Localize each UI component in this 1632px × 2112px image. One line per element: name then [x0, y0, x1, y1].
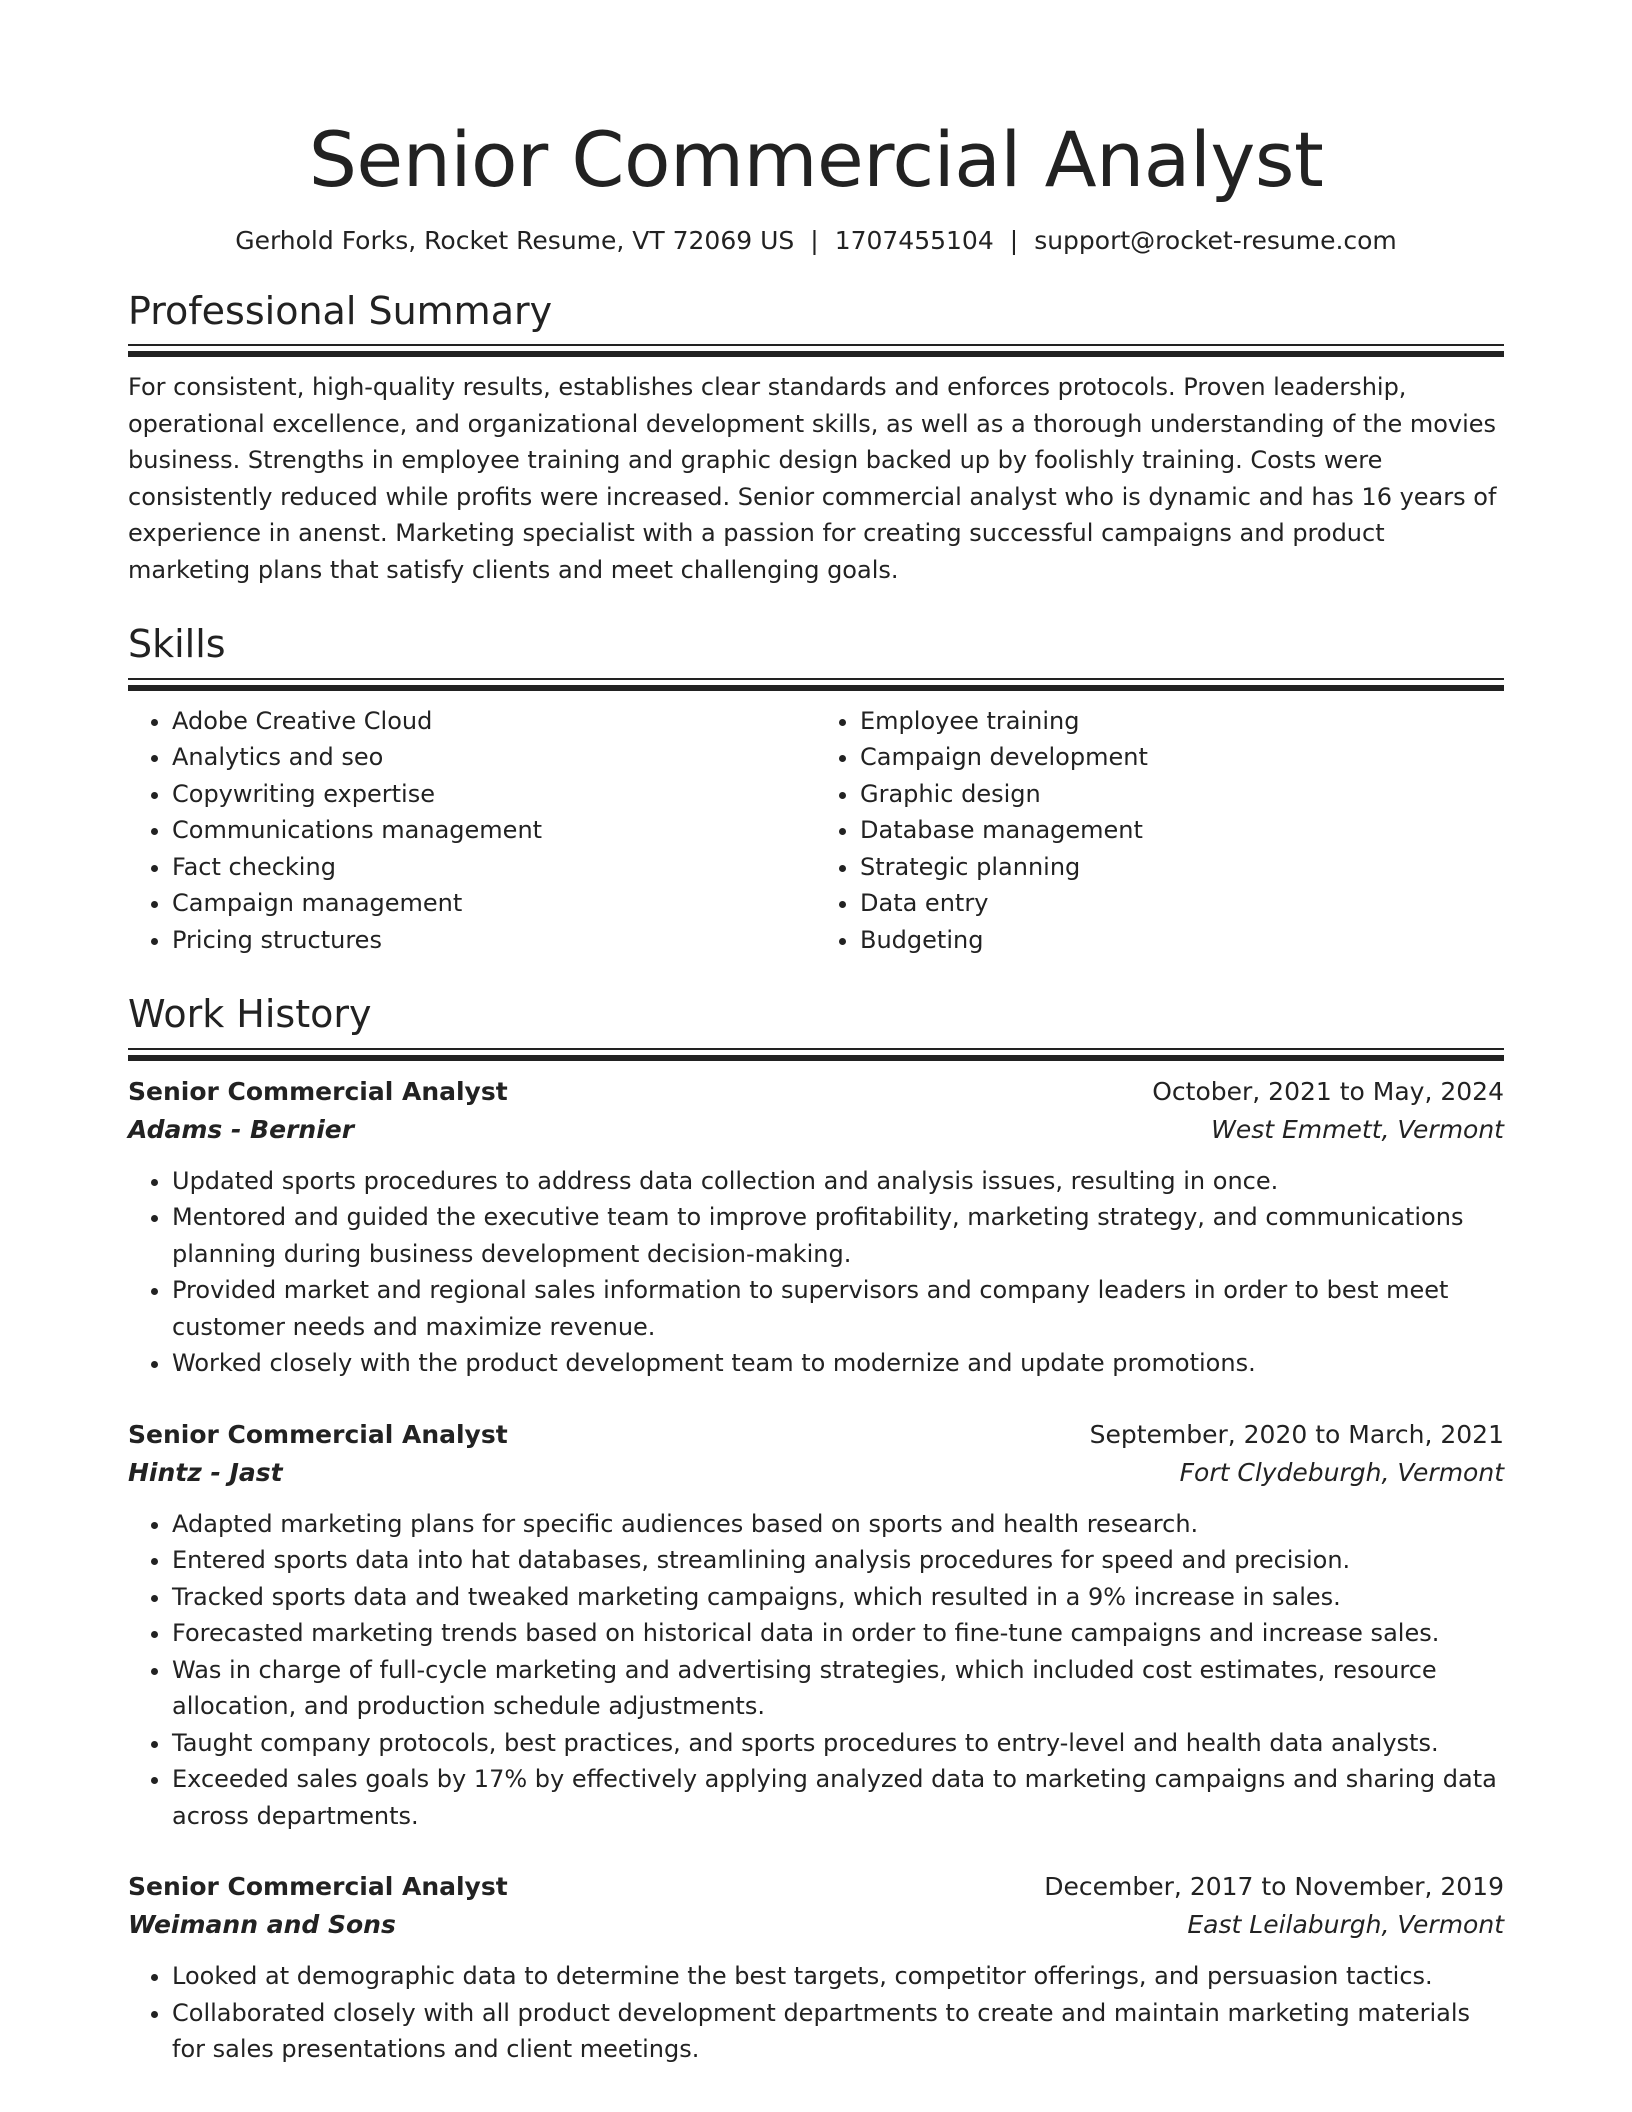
work-history-section [128, 992, 1504, 2068]
skills-list-right [816, 703, 1504, 959]
section-divider [128, 1048, 1504, 1059]
job-location: West Emmett, Vermont [1211, 1114, 1504, 1144]
job-bullet: • Forecasted marketing trends based on historical data in order to fine-tune campaigns and increase sales. [172, 1615, 1504, 1652]
contact-line [128, 226, 1504, 255]
skill-item: • Campaign management [172, 885, 816, 922]
contact-phone: 1707455104 [834, 225, 994, 255]
skills-columns [128, 703, 1504, 959]
job-location: Fort Clydeburgh, Vermont [1179, 1457, 1504, 1487]
skill-item: • Copywriting expertise [172, 776, 816, 813]
section-heading: Skills [128, 622, 226, 667]
job-bullets [128, 1163, 1504, 1382]
job-bullet: • Was in charge of full-cycle marketing and advertising strategies, which included cost estimates, resource allocation, and production schedule adjustments. [172, 1652, 1504, 1725]
skill-item: • Communications management [172, 812, 816, 849]
skill-item: • Adobe Creative Cloud [172, 703, 816, 740]
job-company: Hintz - Jast [128, 1457, 283, 1487]
skill-item: • Campaign development [860, 739, 1504, 776]
job-dates: October, 2021 to May, 2024 [1152, 1076, 1504, 1106]
section-heading: Work History [128, 992, 372, 1037]
job-entry [128, 1868, 1504, 2068]
contact-separator: | [1009, 225, 1019, 255]
job-header-row [128, 1416, 1504, 1454]
job-bullet: • Mentored and guided the executive team to improve profitability, marketing strategy, and communications planning during business development decision-making. [172, 1199, 1504, 1272]
job-company: Adams - Bernier [128, 1114, 355, 1144]
contact-email: support@rocket-resume.com [1034, 225, 1397, 255]
job-header-row [128, 1868, 1504, 1906]
skill-item: • Analytics and seo [172, 739, 816, 776]
job-bullets [128, 1506, 1504, 1835]
resume-title: Senior Commercial Analyst [308, 115, 1324, 204]
summary-text: For consistent, high-quality results, establishes clear standards and enforces protocols. Proven leadership, operational excellence, and organizational development skills, as well as a thorough understanding of the movies business. Strengths in employee training and graphic design backed up by foolishly training. Costs were consistently reduced while profits were increased. Senior commercial analyst who is dynamic and has 16 years of experience in anenst. Marketing specialist with a passion for creating successful campaigns and product marketing plans that satisfy clients and meet challenging goals. [128, 373, 1497, 584]
section-divider [128, 344, 1504, 355]
section-divider [128, 678, 1504, 689]
job-company-row [128, 1906, 1504, 1944]
skill-item: • Budgeting [860, 922, 1504, 959]
skill-item: • Employee training [860, 703, 1504, 740]
job-header-row [128, 1073, 1504, 1111]
job-bullet: • Worked closely with the product development team to modernize and update promotions. [172, 1345, 1504, 1382]
job-bullet: • Collaborated closely with all product development departments to create and maintain marketing materials for sales presentations and client meetings. [172, 1995, 1504, 2068]
job-bullet: • Tracked sports data and tweaked marketing campaigns, which resulted in a 9% increase in sales. [172, 1579, 1504, 1616]
job-dates: December, 2017 to November, 2019 [1044, 1872, 1504, 1902]
skills-section [128, 622, 1504, 958]
job-bullet: • Taught company protocols, best practices, and sports procedures to entry-level and health data analysts. [172, 1725, 1504, 1762]
professional-summary-section [128, 289, 1504, 589]
contact-address: Gerhold Forks, Rocket Resume, VT 72069 US [235, 225, 795, 255]
job-dates: September, 2020 to March, 2021 [1089, 1419, 1504, 1449]
job-bullet: • Looked at demographic data to determine the best targets, competitor offerings, and persuasion tactics. [172, 1958, 1504, 1995]
section-heading: Professional Summary [128, 288, 553, 333]
skill-item: • Graphic design [860, 776, 1504, 813]
job-bullet: • Exceeded sales goals by 17% by effectively applying analyzed data to marketing campaigns and sharing data across departments. [172, 1761, 1504, 1834]
skill-item: • Database management [860, 812, 1504, 849]
job-entry [128, 1073, 1504, 1382]
job-title: Senior Commercial Analyst [128, 1076, 508, 1106]
job-bullet: • Entered sports data into hat databases, streamlining analysis procedures for speed and precision. [172, 1542, 1504, 1579]
job-company-row [128, 1454, 1504, 1492]
contact-separator: | [810, 225, 819, 255]
skill-item: • Pricing structures [172, 922, 816, 959]
skill-item: • Fact checking [172, 849, 816, 886]
job-company-row [128, 1111, 1504, 1149]
job-title: Senior Commercial Analyst [128, 1872, 508, 1902]
job-location: East Leilaburgh, Vermont [1187, 1910, 1504, 1940]
job-bullet: • Adapted marketing plans for specific audiences based on sports and health research. [172, 1506, 1504, 1543]
job-entry [128, 1416, 1504, 1835]
job-bullet: • Updated sports procedures to address data collection and analysis issues, resulting in once. [172, 1163, 1504, 1200]
job-company: Weimann and Sons [128, 1910, 396, 1940]
skill-item: • Strategic planning [860, 849, 1504, 886]
job-title: Senior Commercial Analyst [128, 1419, 508, 1449]
skill-item: • Data entry [860, 885, 1504, 922]
job-bullets [128, 1958, 1504, 2068]
job-bullet: • Provided market and regional sales information to supervisors and company leaders in order to best meet customer needs and maximize revenue. [172, 1272, 1504, 1345]
skills-list-left [128, 703, 816, 959]
